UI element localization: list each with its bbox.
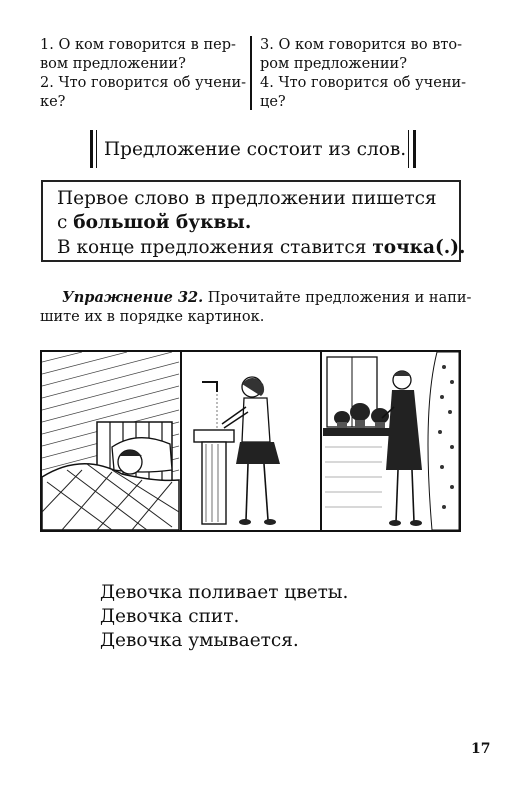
rule-block [90,130,416,170]
sentence-3: Девочка умывается. [100,630,299,651]
exercise-text-1: Прочитайте предложения и напи- [203,290,472,306]
note-line-2 [57,212,251,233]
rule-bar-right-thin [408,130,409,168]
question-line: ром предложении? [260,56,407,72]
exercise-title: Упражнение 32. [62,289,204,306]
question-line: 3. О ком говорится во вто- [260,37,463,53]
girl-watering-flowers-picture [323,352,459,530]
rule-bar-right [413,130,416,168]
girl-sleeping-picture [42,352,179,530]
question-line: 1. О ком говорится в пер- [40,37,236,53]
rule-bar-left [90,130,93,168]
illustration-strip [40,350,461,532]
sentence-2: Девочка спит. [100,606,240,627]
note-line-3 [57,237,465,258]
column-divider [250,36,252,110]
rule-bar-left-thin [96,130,97,168]
exercise-instructions [40,288,472,327]
page-number: 17 [471,741,491,757]
note-line-2-prefix: с [57,212,74,233]
questions-right [260,36,466,112]
exercise-text-2: шите их в порядке картинок. [40,309,265,325]
question-line: це? [260,94,286,110]
question-line: вом предложении? [40,56,186,72]
questions-left [40,36,246,112]
rule-note-box [41,180,466,262]
note-line-3-prefix: В конце предложения ставится [57,237,373,258]
question-line: 2. Что говорится об учени- [40,75,247,91]
sentence-1: Девочка поливает цветы. [100,582,349,603]
note-line-2-bold: большой буквы. [73,212,252,233]
note-line-1: Первое слово в предложении пишется [57,188,437,209]
question-line: ке? [40,94,66,110]
girl-washing-picture [194,377,280,525]
note-line-3-bold: точка(.). [372,237,466,258]
rule-text: Предложение состоит из слов. [104,139,407,160]
question-line: 4. Что говорится об учени- [260,75,467,91]
